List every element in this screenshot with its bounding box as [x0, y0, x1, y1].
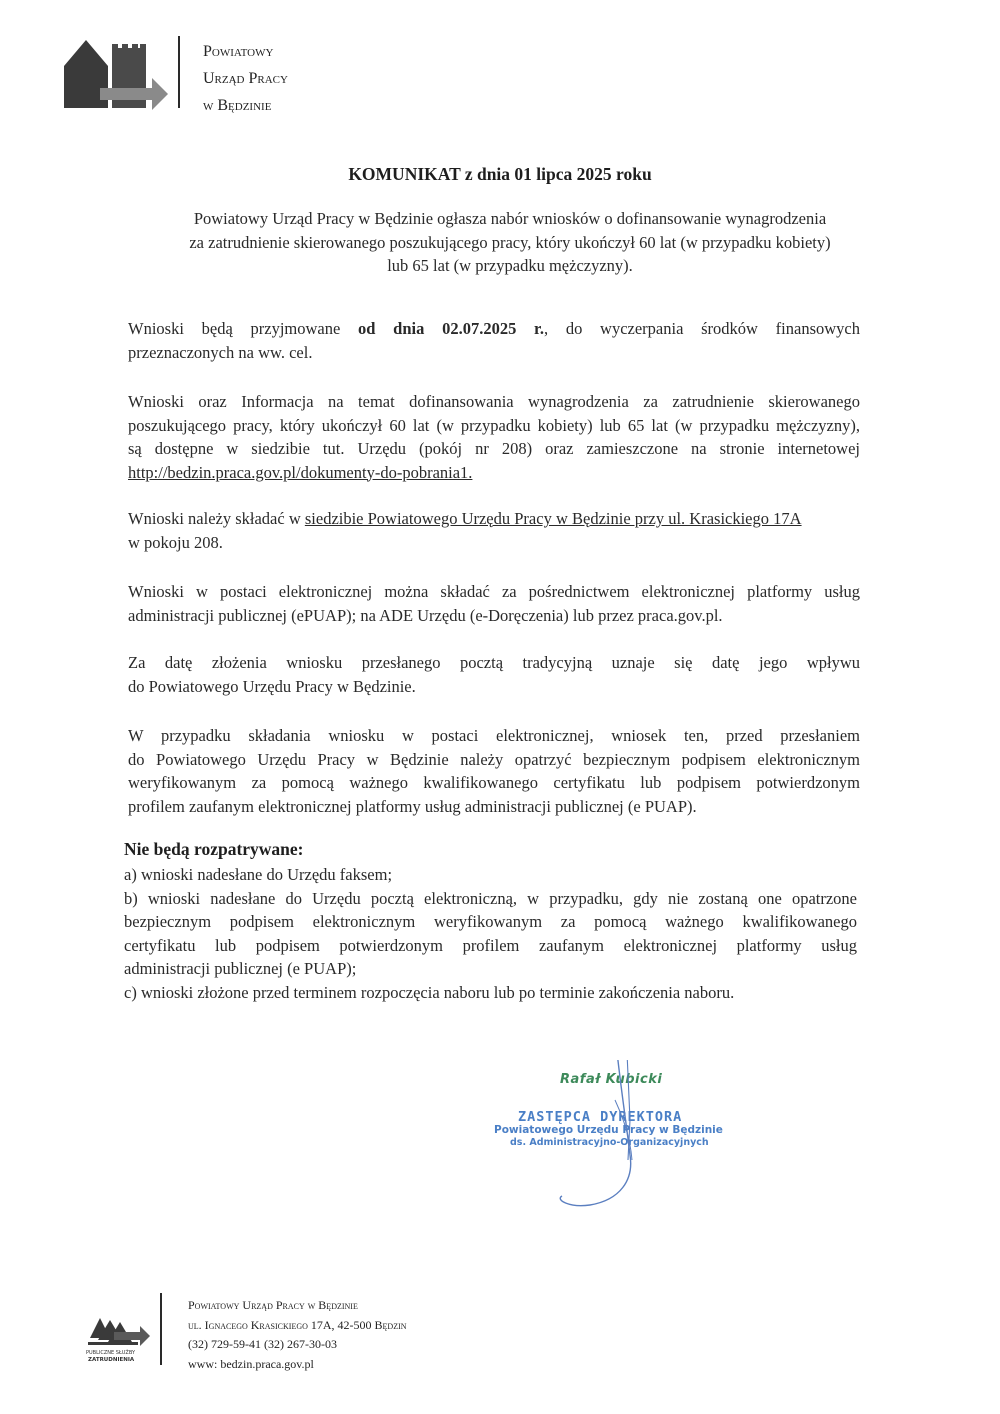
signatory-department: ds. Administracyjno-Organizacyjnych — [510, 1137, 709, 1148]
intro-line: za zatrudnienie skierowanego poszukującego pracy, który ukończył 60 lat (w przypadku kobiety) — [189, 232, 831, 252]
paragraph-line: Wnioski oraz Informacja na temat dofinansowania wynagrodzenia za zatrudnienie skierowanego — [128, 392, 860, 411]
signature-stamp — [480, 1060, 750, 1210]
list-item-continuation: administracji publicznej (e PUAP); — [124, 959, 357, 978]
documents-link[interactable]: http://bedzin.praca.gov.pl/dokumenty-do-pobrania1. — [128, 462, 473, 482]
office-name — [203, 38, 288, 119]
paragraph-line — [128, 507, 860, 531]
office-name-line2: Urząd Pracy — [203, 70, 288, 87]
paragraph-line: profilem zaufanym elektronicznej platformy usług administracji publicznej (e PUAP). — [128, 796, 697, 816]
footer-contact — [188, 1296, 407, 1374]
paragraph-line: Wnioski w postaci elektronicznej można składać za pośrednictwem elektronicznej platformy usług — [128, 582, 860, 601]
paragraph-line: administracji publicznej (ePUAP); na ADE Urzędu (e-Doręczenia) lub przez praca.gov.pl. — [128, 605, 723, 625]
paragraph-line: weryfikowanym za pomocą ważnego kwalifikowanego certyfikatu lub podpisem potwierdzonym — [128, 773, 860, 792]
paragraph-info — [128, 390, 860, 484]
signatory-role: ZASTĘPCA DYREKTORA — [518, 1109, 683, 1125]
public-employment-services-logo-icon — [84, 1306, 152, 1366]
logo-text: PUBLICZNE SŁUŻBY — [86, 1350, 136, 1356]
signatory-name: Rafał Kubicki — [560, 1072, 663, 1087]
footer-phones: (32) 729-59-41 (32) 267-30-03 — [188, 1337, 337, 1351]
footer-org-name: Powiatowy Urząd Pracy w Będzinie — [188, 1298, 358, 1312]
paragraph-electronic — [128, 580, 860, 627]
intro-paragraph — [150, 207, 870, 278]
paragraph-line: są dostępne w siedzibie tut. Urzędu (pokój nr 208) oraz zamieszczone na stronie internetowej — [128, 439, 860, 458]
not-considered-list — [124, 863, 857, 1004]
paragraph-line: do Powiatowego Urzędu Pracy w Będzinie należy opatrzyć bezpiecznym podpisem elektronicznym — [128, 749, 860, 769]
document-title: KOMUNIKAT z dnia 01 lipca 2025 roku — [348, 164, 652, 184]
footer-address: ul. Ignacego Krasickiego 17A, 42-500 Będzin — [188, 1317, 407, 1332]
paragraph-line: w pokoju 208. — [128, 532, 223, 552]
list-item-continuation: bezpiecznym podpisem elektronicznym weryfikowanym za pomocą ważnego kwalifikowanego — [124, 912, 857, 931]
paragraph-line: do Powiatowego Urzędu Pracy w Będzinie. — [128, 676, 416, 696]
text-span: , do wyczerpania środków finansowych — [543, 319, 860, 338]
list-item-continuation: certyfikatu lub podpisem potwierdzonym profilem zaufanym elektronicznej platformy usług — [124, 935, 857, 955]
list-item: a) wnioski nadesłane do Urzędu faksem; — [124, 865, 393, 884]
paragraph-line: przeznaczonych na ww. cel. — [128, 342, 313, 362]
not-considered-heading: Nie będą rozpatrywane: — [124, 839, 304, 859]
paragraph-line: W przypadku składania wniosku w postaci elektronicznej, wniosek ten, przed przesłaniem — [128, 726, 860, 745]
paragraph-line: poszukującego pracy, który ukończył 60 lat (w przypadku kobiety) lub 65 lat (w przypadku mężczyzny), — [128, 415, 860, 435]
header-divider — [178, 36, 180, 108]
paragraph-dates — [128, 317, 860, 364]
office-name-line1: Powiatowy — [203, 43, 274, 60]
intro-line: Powiatowy Urząd Pracy w Będzinie ogłasza nabór wniosków o dofinansowanie wynagrodzenia — [193, 209, 827, 228]
signatory-office: Powiatowego Urzędu Pracy w Będzinie — [494, 1124, 723, 1136]
intro-line: lub 65 lat (w przypadku mężczyzny). — [387, 256, 633, 275]
office-name-line3: w Będzinie — [203, 97, 272, 114]
footer-divider — [160, 1293, 162, 1365]
paragraph-line: Za datę złożenia wniosku przesłanego pocztą tradycyjną uznaje się datę jego wpływu — [128, 653, 860, 672]
office-logo-icon — [60, 38, 170, 110]
list-item: b) wnioski nadesłane do Urzędu pocztą elektroniczną, w przypadku, gdy nie zostaną one opatrzone — [124, 888, 857, 908]
footer-website[interactable]: www: bedzin.praca.gov.pl — [188, 1356, 314, 1371]
logo-text: ZATRUDNIENIA — [88, 1357, 135, 1363]
paragraph-line — [128, 317, 860, 341]
paragraph-postal — [128, 651, 860, 698]
start-date: od dnia 02.07.2025 r. — [358, 319, 544, 338]
paragraph-signature-requirements — [128, 724, 860, 818]
paragraph-location — [128, 507, 860, 554]
list-item: c) wnioski złożone przed terminem rozpoczęcia naboru lub po terminie zakończenia naboru. — [124, 982, 735, 1002]
text-span: Wnioski należy składać w — [128, 509, 305, 528]
handwritten-signature-icon — [480, 1060, 750, 1210]
office-address: siedzibie Powiatowego Urzędu Pracy w Będzinie przy ul. Krasickiego 17A — [304, 509, 802, 528]
text-span: Wnioski będą przyjmowane — [128, 319, 359, 338]
